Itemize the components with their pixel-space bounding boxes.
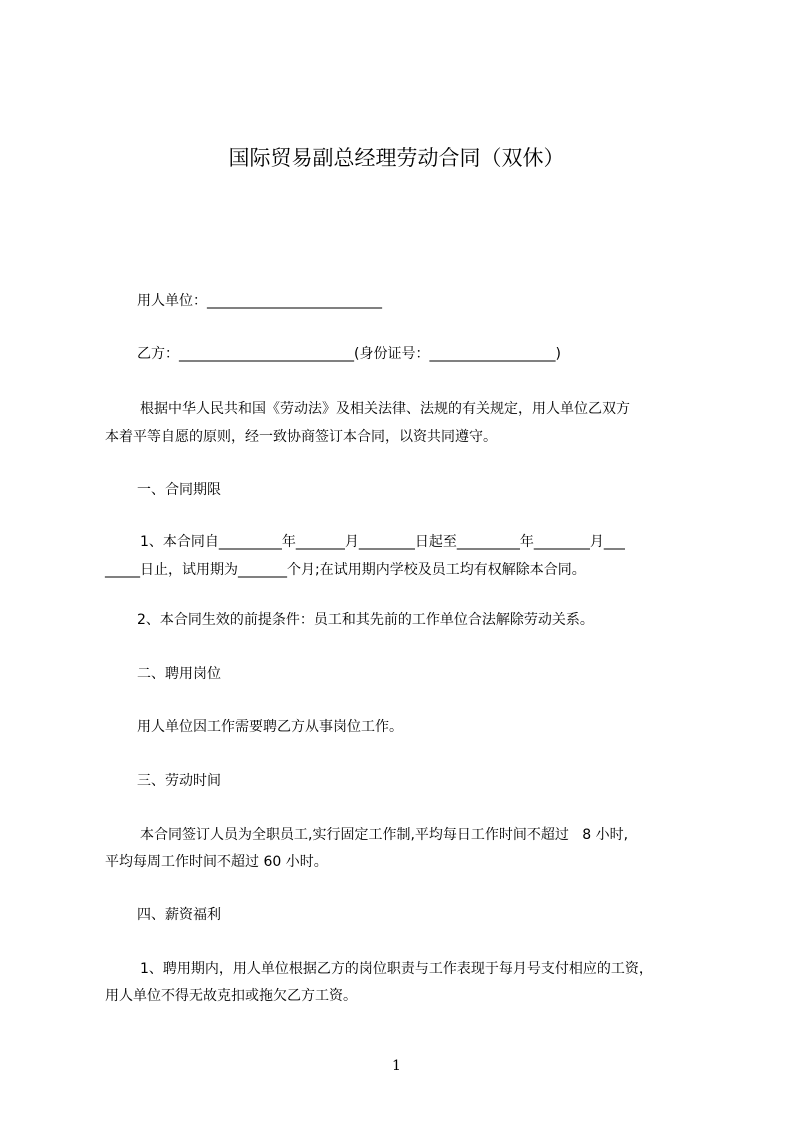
document-title: 国际贸易副总经理劳动合同（双休） bbox=[228, 146, 565, 170]
party-b-line: 乙方：_________________________(身份证号：__________________) bbox=[137, 346, 561, 362]
page-number: 1 bbox=[392, 1058, 401, 1074]
position-body: 用人单位因工作需要聘乙方从事岗位工作。 bbox=[137, 719, 403, 735]
hours-body-line-1: 本合同签订人员为全职员工,实行固定工作制,平均每日工作时间不超过 8 小时, bbox=[140, 827, 629, 843]
section-heading-term: 一、合同期限 bbox=[137, 482, 221, 498]
hours-body-line-2: 平均每周工作时间不超过 60 小时。 bbox=[105, 854, 328, 870]
section-heading-position: 二、聘用岗位 bbox=[137, 666, 221, 682]
salary-item-1-line-2: 用人单位不得无故克扣或拖欠乙方工资。 bbox=[105, 988, 357, 1004]
term-item-2: 2、本合同生效的前提条件：员工和其先前的工作单位合法解除劳动关系。 bbox=[137, 612, 594, 628]
salary-item-1-line-1: 1、聘用期内，用人单位根据乙方的岗位职责与工作表现于每月号支付相应的工资， bbox=[140, 961, 653, 977]
section-heading-salary: 四、薪资福利 bbox=[137, 907, 221, 923]
employer-line: 用人单位：_________________________ bbox=[137, 293, 382, 309]
term-item-1-line-1: 1、本合同自_________年_______月________日起至_________年________月___ bbox=[140, 534, 625, 550]
preamble-line-1: 根据中华人民共和国《劳动法》及相关法律、法规的有关规定，用人单位乙双方 bbox=[140, 401, 630, 417]
section-heading-hours: 三、劳动时间 bbox=[137, 773, 221, 789]
term-item-1-line-2: _____日止，试用期为_______个月;在试用期内学校及员工均有权解除本合同。 bbox=[105, 562, 586, 578]
preamble-line-2: 本着平等自愿的原则，经一致协商签订本合同，以资共同遵守。 bbox=[105, 429, 497, 445]
